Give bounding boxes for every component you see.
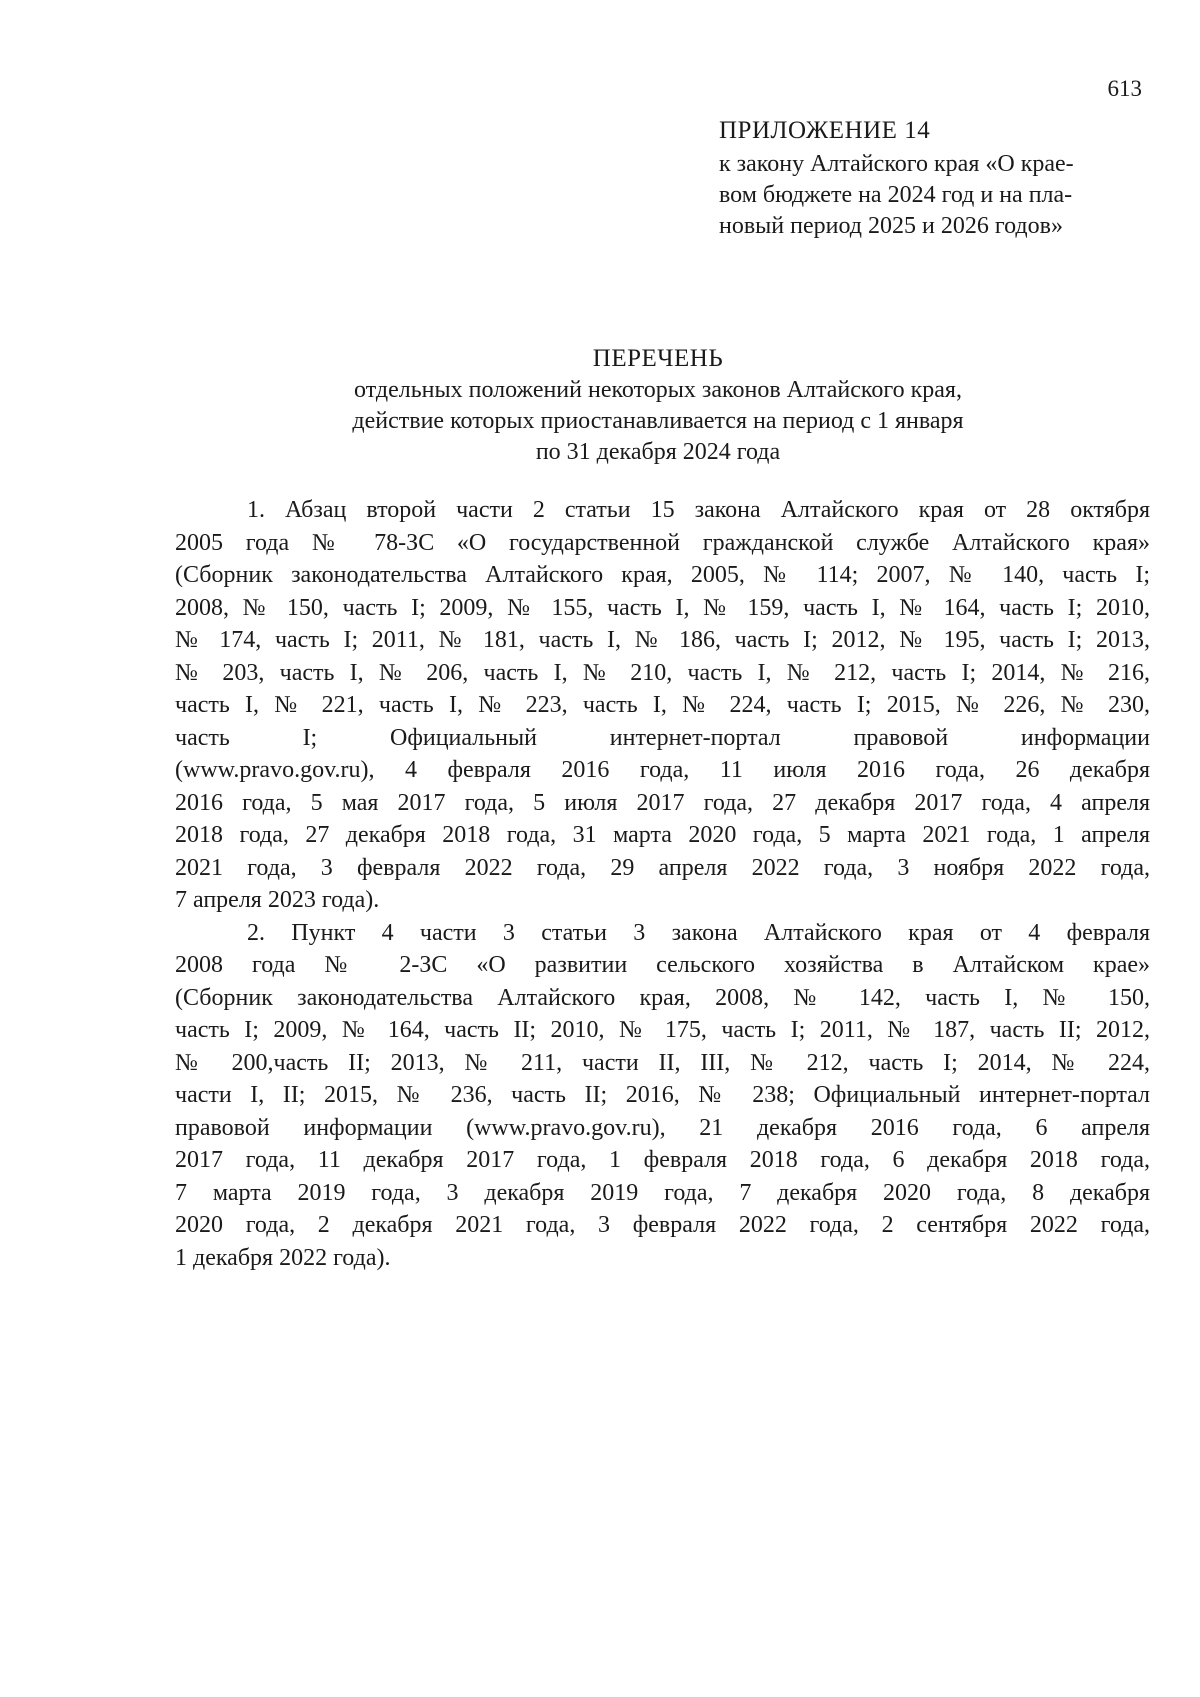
text-line: 1. Абзац второй части 2 статьи 15 закона Алтайского края от 28 октября <box>247 497 1150 523</box>
subtitle-line: отдельных положений некоторых законов Алтайского края, <box>354 377 962 403</box>
text-line: (Сборник законодательства Алтайского края, 2005, № 114; 2007, № 140, часть I; <box>175 562 1150 588</box>
text-line: 2. Пункт 4 части 3 статьи 3 закона Алтайского края от 4 февраля <box>247 919 1150 946</box>
subtitle-line: по 31 декабря 2024 года <box>535 439 781 465</box>
text-line: (www.pravo.gov.ru), 4 февраля 2016 года, 11 июля 2016 года, 26 декабря <box>175 757 1150 783</box>
appendix-block <box>719 113 1149 242</box>
document-body <box>175 494 1150 1274</box>
appendix-line: к закону Алтайского края «О крае- <box>719 151 1074 177</box>
text-line: 2020 года, 2 декабря 2021 года, 3 февраля 2022 года, 2 сентября 2022 года, <box>175 1212 1150 1238</box>
document-subtitle <box>170 375 1146 468</box>
text-line: 2017 года, 11 декабря 2017 года, 1 февраля 2018 года, 6 декабря 2018 года, <box>175 1147 1150 1173</box>
page-number: 613 <box>1107 76 1142 101</box>
text-line: (Сборник законодательства Алтайского края, 2008, № 142, часть I, № 150, <box>175 984 1150 1011</box>
text-line: 2005 года № 78-ЗС «О государственной гражданской службе Алтайского края» <box>175 529 1150 556</box>
appendix-line: новый период 2025 и 2026 годов» <box>719 213 1063 239</box>
document-title: ПЕРЕЧЕНЬ <box>592 345 724 372</box>
text-line: часть I; Официальный интернет-портал правовой информации <box>175 724 1150 751</box>
paragraph-1 <box>175 494 1150 917</box>
text-line: № 174, часть I; 2011, № 181, часть I, № 186, часть I; 2012, № 195, часть I; 2013, <box>175 627 1150 653</box>
text-line: 2018 года, 27 декабря 2018 года, 31 марта 2020 года, 5 марта 2021 года, 1 апреля <box>175 822 1150 848</box>
appendix-line: вом бюджете на 2024 год и на пла- <box>719 182 1073 208</box>
text-line: часть I, № 221, часть I, № 223, часть I, № 224, часть I; 2015, № 226, № 230, <box>175 692 1150 718</box>
paragraph-2 <box>175 917 1150 1275</box>
text-line: 7 апреля 2023 года). <box>175 887 380 913</box>
text-line: 1 декабря 2022 года). <box>175 1244 391 1271</box>
text-line: правовой информации (www.pravo.gov.ru), 21 декабря 2016 года, 6 апреля <box>175 1114 1150 1141</box>
text-line: 7 марта 2019 года, 3 декабря 2019 года, 7 декабря 2020 года, 8 декабря <box>175 1179 1150 1206</box>
text-line: № 200,часть II; 2013, № 211, части II, III, № 212, часть I; 2014, № 224, <box>175 1049 1150 1076</box>
text-line: № 203, часть I, № 206, часть I, № 210, часть I, № 212, часть I; 2014, № 216, <box>175 659 1150 686</box>
appendix-title: ПРИЛОЖЕНИЕ 14 <box>719 117 931 144</box>
text-line: 2021 года, 3 февраля 2022 года, 29 апреля 2022 года, 3 ноября 2022 года, <box>175 854 1150 881</box>
text-line: части I, II; 2015, № 236, часть II; 2016, № 238; Официальный интернет-портал <box>175 1082 1150 1108</box>
text-line: 2008, № 150, часть I; 2009, № 155, часть I, № 159, часть I, № 164, часть I; 2010, <box>175 594 1150 621</box>
text-line: 2008 года № 2-ЗС «О развитии сельского хозяйства в Алтайском крае» <box>175 952 1150 978</box>
text-line: 2016 года, 5 мая 2017 года, 5 июля 2017 года, 27 декабря 2017 года, 4 апреля <box>175 789 1150 816</box>
text-line: часть I; 2009, № 164, часть II; 2010, № 175, часть I; 2011, № 187, часть II; 2012, <box>175 1017 1150 1043</box>
subtitle-line: действие которых приостанавливается на период с 1 января <box>352 408 964 434</box>
